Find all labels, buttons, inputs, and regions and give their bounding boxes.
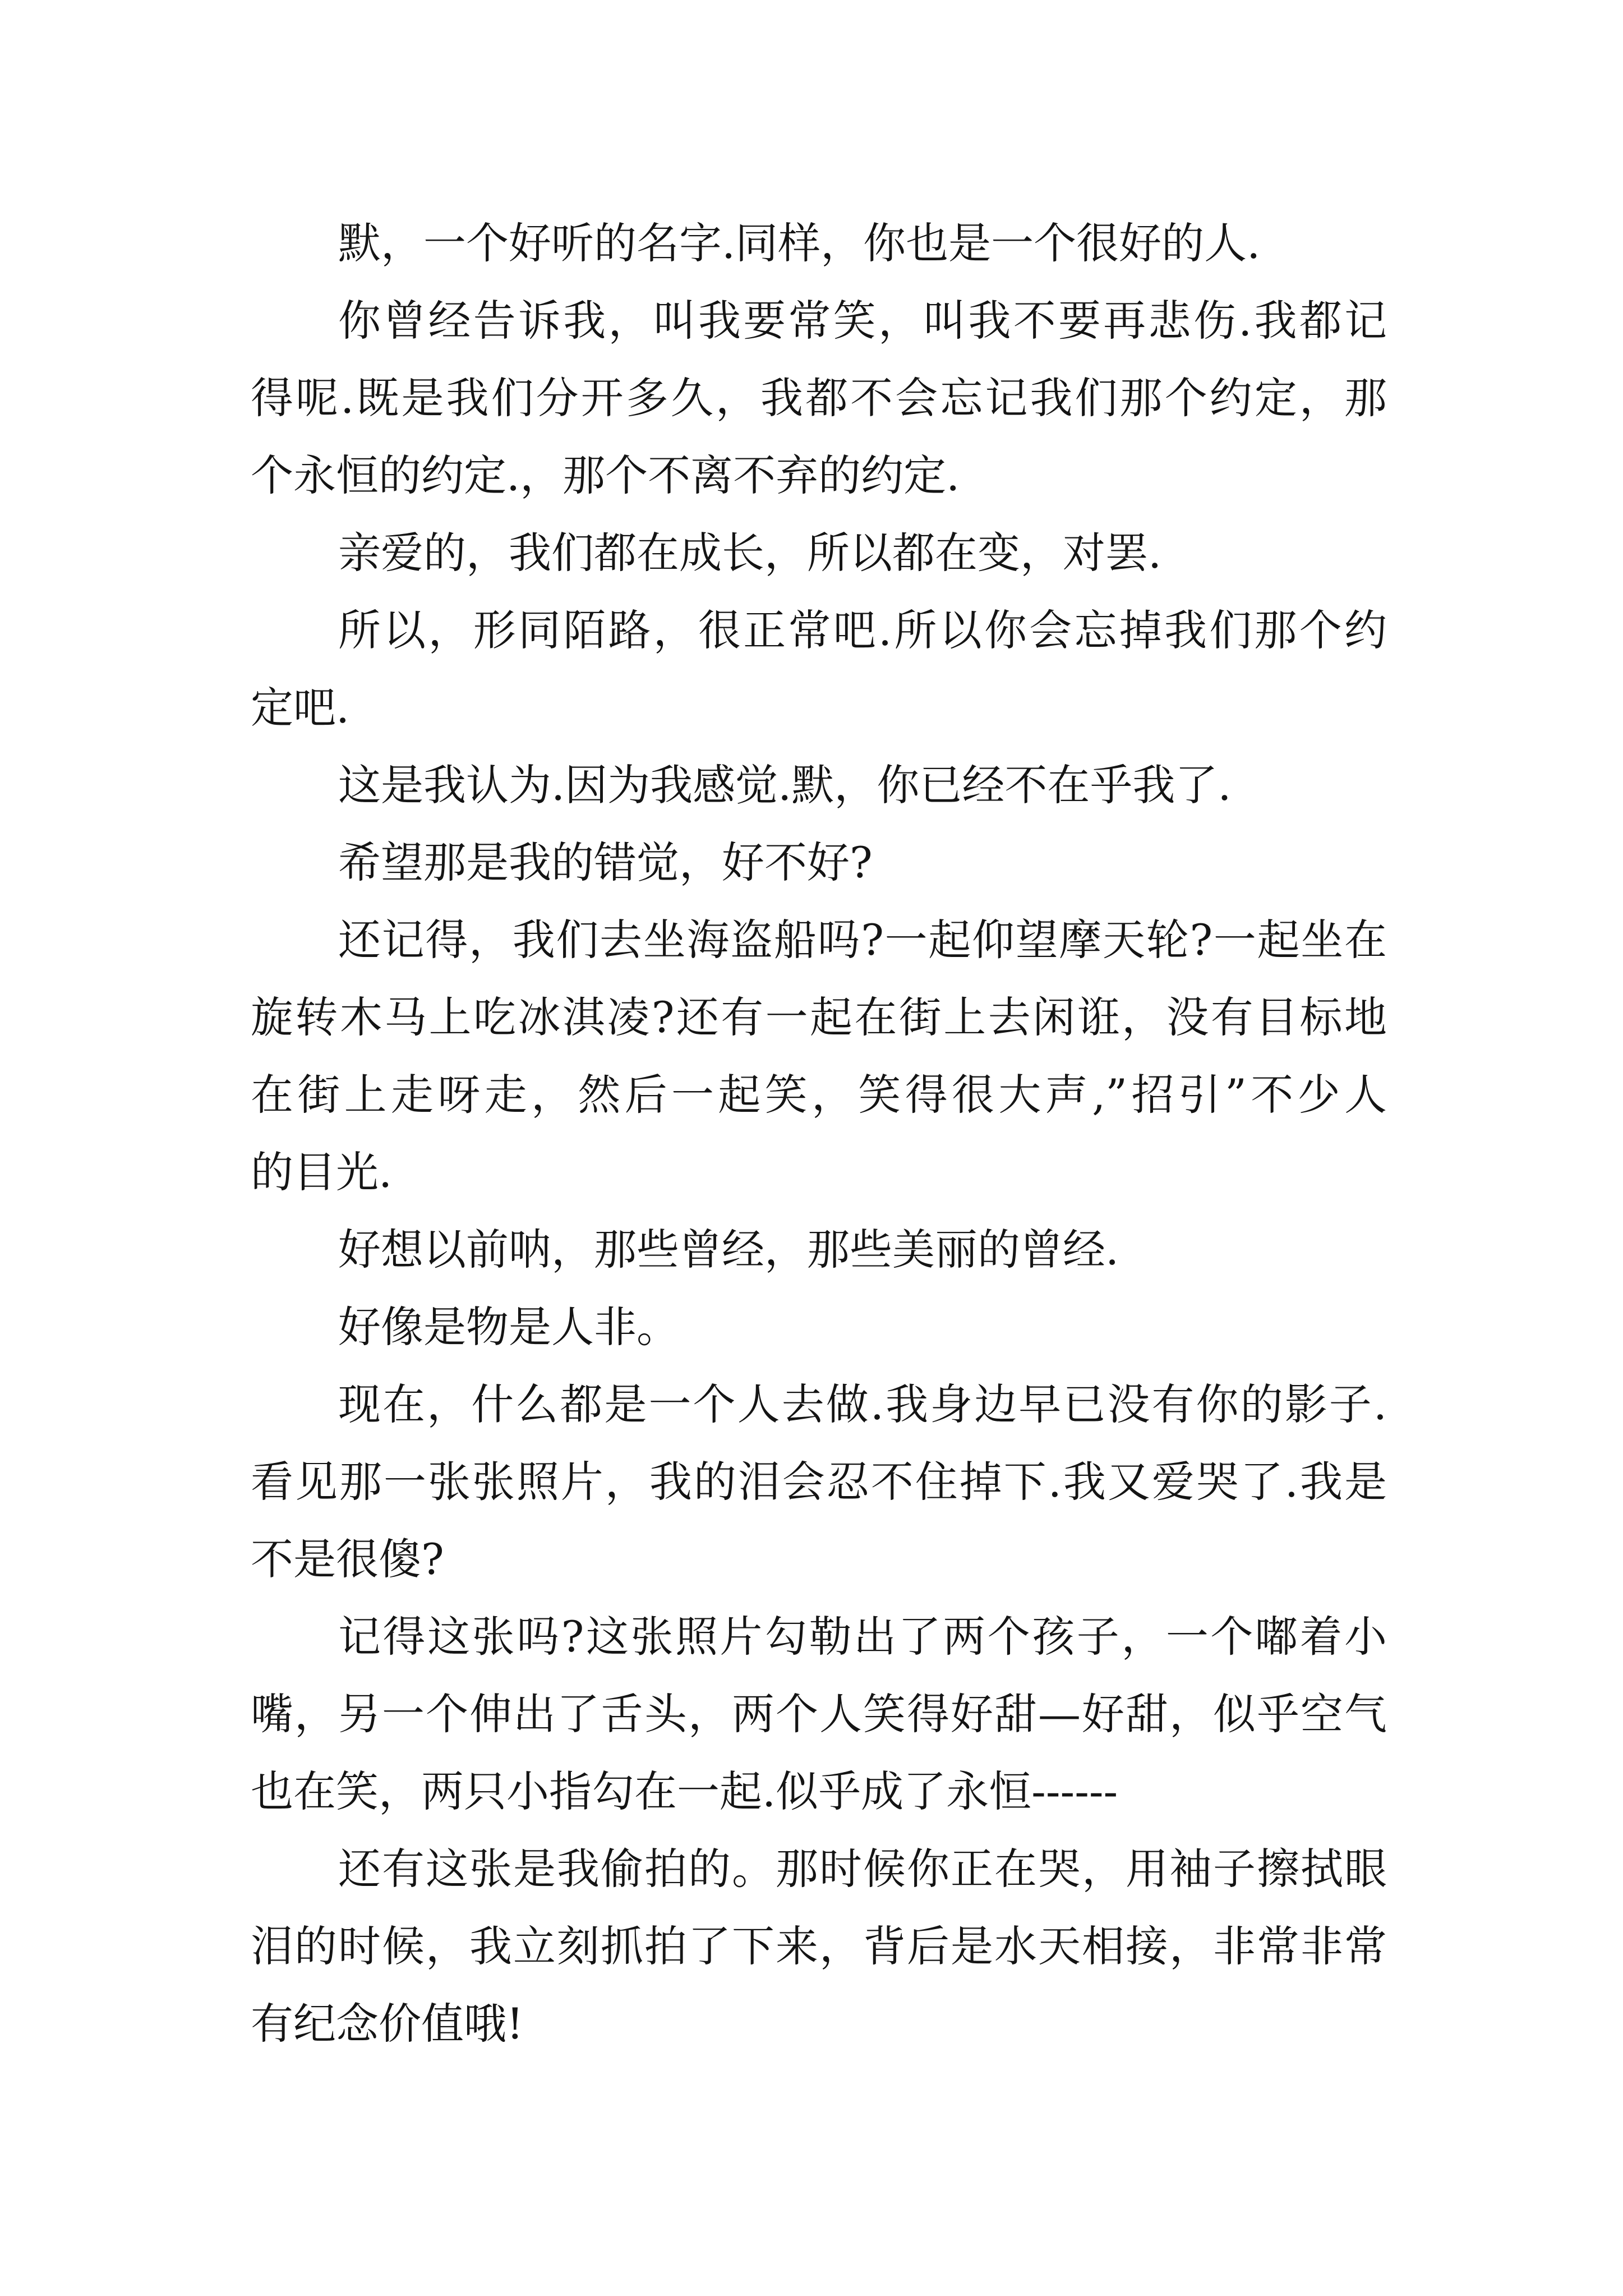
text-line: 看见那一张张照片，我的泪会忍不住掉下.我又爱哭了.我是 [251, 1457, 1387, 1507]
paragraph [251, 205, 1387, 282]
text-line: 嘴，另一个伸出了舌头，两个人笑得好甜—好甜，似乎空气 [251, 1689, 1387, 1739]
paragraph [251, 1211, 1387, 1289]
paragraph [251, 282, 1387, 514]
text-line: 有纪念价值哦! [251, 1999, 524, 2049]
text-line: 定吧. [251, 683, 350, 733]
text-line: 得呢.既是我们分开多久，我都不会忘记我们那个约定，那 [251, 373, 1387, 423]
text-line: 这是我认为.因为我感觉.默，你已经不在乎我了. [338, 760, 1232, 810]
paragraph [251, 824, 1387, 901]
text-line: 也在笑，两只小指勾在一起.似乎成了永恒------ [251, 1766, 1118, 1816]
text-line: 不是很傻? [251, 1534, 444, 1584]
text-line: 希望那是我的错觉，好不好? [338, 838, 873, 887]
paragraph [251, 1830, 1387, 2063]
text-line: 好想以前呐，那些曾经，那些美丽的曾经. [338, 1225, 1119, 1274]
text-body [251, 205, 1387, 2063]
text-line: 默，一个好听的名字.同样，你也是一个很好的人. [338, 218, 1261, 268]
text-line: 好像是物是人非。 [338, 1302, 679, 1352]
paragraph [251, 901, 1387, 1211]
text-line: 在街上走呀走，然后一起笑，笑得很大声,”招引”不少人 [251, 1070, 1387, 1120]
text-line: 还记得，我们去坐海盗船吗?一起仰望摩天轮?一起坐在 [338, 915, 1387, 965]
text-line: 的目光. [251, 1147, 393, 1197]
text-line: 泪的时候，我立刻抓拍了下来，背后是水天相接，非常非常 [251, 1921, 1387, 1971]
paragraph [251, 1598, 1387, 1830]
text-line: 旋转木马上吃冰淇凌?还有一起在街上去闲诳，没有目标地 [251, 992, 1387, 1042]
text-line: 现在，什么都是一个人去做.我身边早已没有你的影子. [338, 1379, 1387, 1429]
paragraph [251, 1289, 1387, 1366]
paragraph [251, 514, 1387, 592]
text-line: 记得这张吗?这张照片勾勒出了两个孩子，一个嘟着小 [338, 1612, 1387, 1662]
text-line: 亲爱的，我们都在成长，所以都在变，对罢. [338, 528, 1162, 578]
text-line: 你曾经告诉我，叫我要常笑，叫我不要再悲伤.我都记 [338, 296, 1387, 346]
paragraph [251, 592, 1387, 747]
text-line: 还有这张是我偷拍的。那时候你正在哭，用袖子擦拭眼 [338, 1844, 1387, 1894]
paragraph [251, 1366, 1387, 1598]
text-line: 个永恒的约定.，那个不离不弃的约定. [251, 450, 960, 500]
paragraph [251, 747, 1387, 824]
text-line: 所以，形同陌路，很正常吧.所以你会忘掉我们那个约 [338, 605, 1387, 655]
